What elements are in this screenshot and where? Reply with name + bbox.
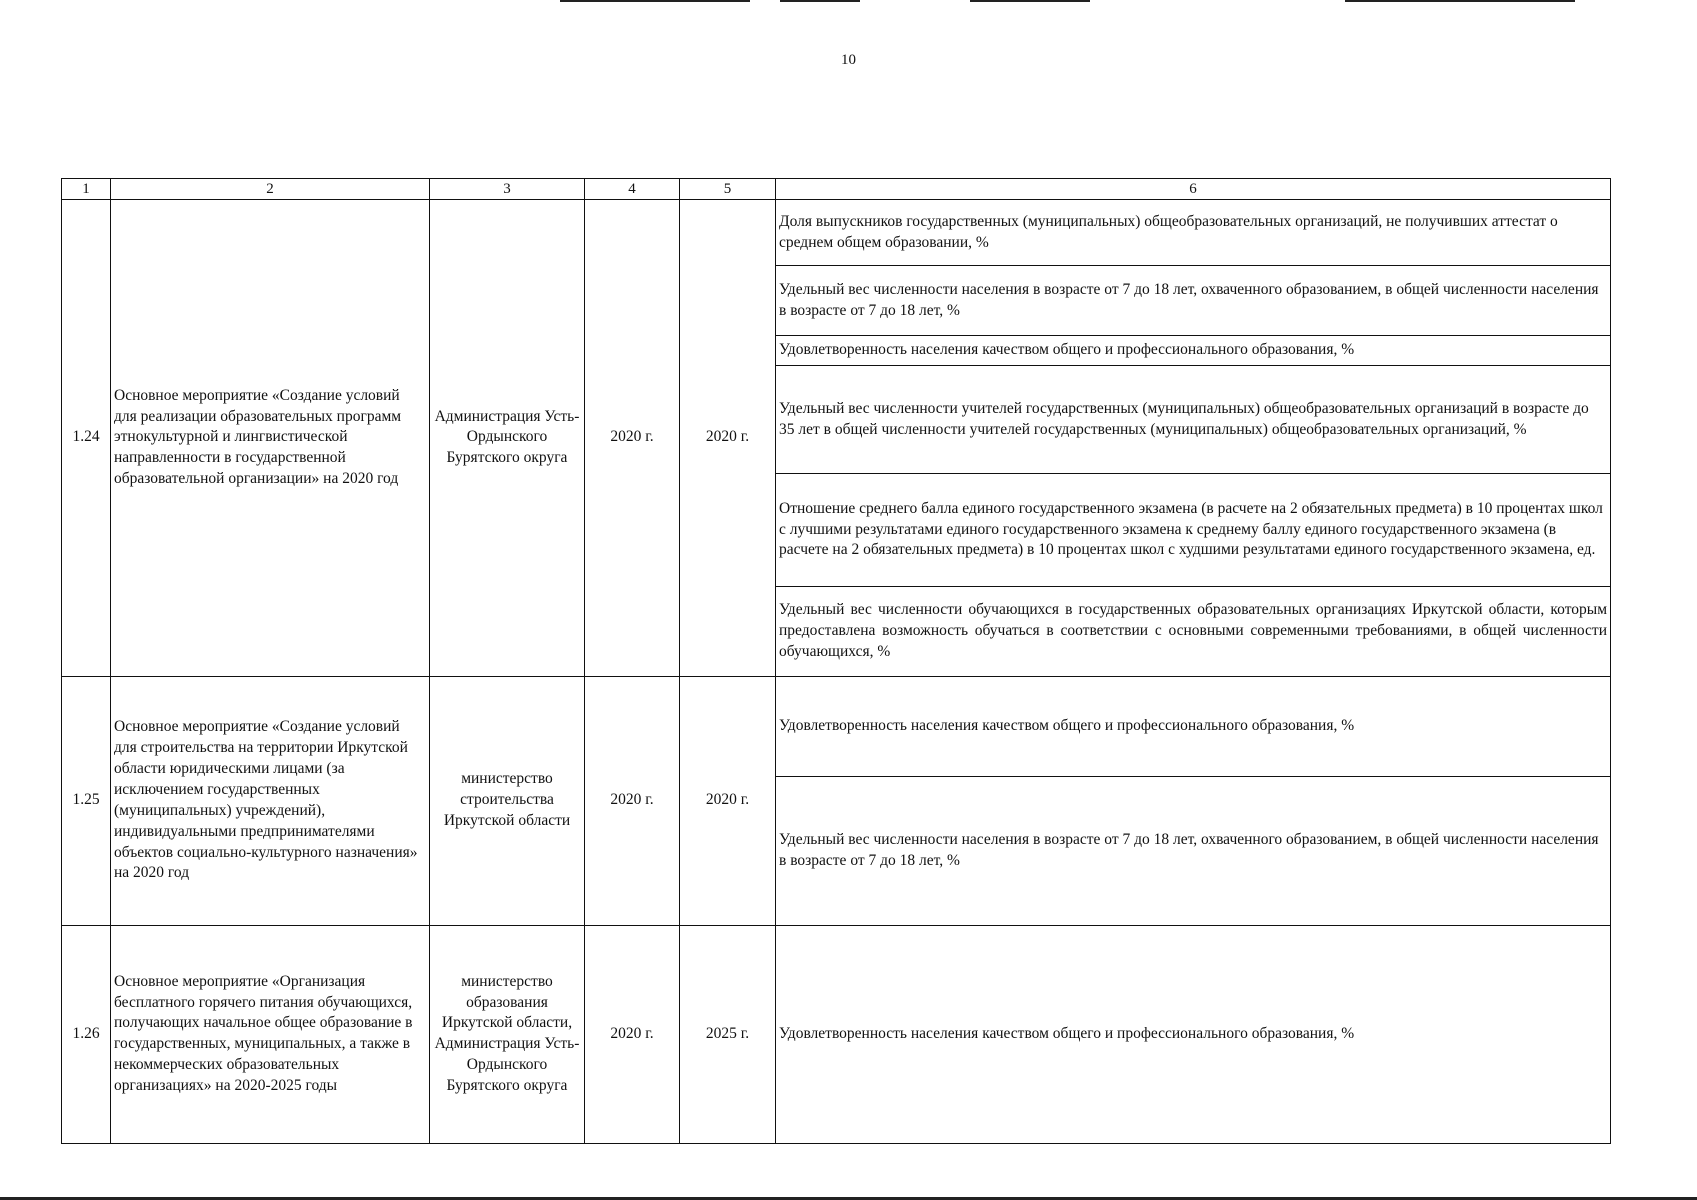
table-row [62,676,1611,776]
top-edge-line [970,0,1090,2]
event-name: Основное мероприятие «Создание условий для реализации образовательных программ этнокультурной и лингвистической направленности в государственной образовательной организации» на 2020 год [111,200,430,676]
top-edge-line [560,0,750,2]
table-row [62,925,1611,1143]
indicator: Удельный вес численности населения в возрасте от 7 до 18 лет, охваченного образованием, в общей численности населения в возрасте от 7 до 18 лет, % [776,266,1611,336]
start-year: 2020 г. [585,200,680,676]
indicator: Удовлетворенность населения качеством общего и профессионального образования, % [776,336,1611,366]
executor: министерство образования Иркутской области, Администрация Усть-Ордынского Бурятского округа [430,925,585,1143]
column-header: 4 [585,179,680,200]
end-year: 2025 г. [680,925,776,1143]
indicator: Удовлетворенность населения качеством общего и профессионального образования, % [776,676,1611,776]
table-row [62,200,1611,266]
row-number: 1.25 [62,676,111,925]
top-edge-line [780,0,860,2]
page-number: 10 [841,52,856,68]
end-year: 2020 г. [680,676,776,925]
row-number: 1.24 [62,200,111,676]
executor: Администрация Усть-Ордынского Бурятского округа [430,200,585,676]
column-number-row [62,179,1611,200]
start-year: 2020 г. [585,925,680,1143]
indicator: Удельный вес численности населения в возрасте от 7 до 18 лет, охваченного образованием, в общей численности населения в возрасте от 7 до 18 лет, % [776,776,1611,925]
measures-table [61,178,1611,1144]
indicator: Удовлетворенность населения качеством общего и профессионального образования, % [776,925,1611,1143]
row-number: 1.26 [62,925,111,1143]
executor: министерство строительства Иркутской области [430,676,585,925]
top-edge-line [1345,0,1575,2]
end-year: 2020 г. [680,200,776,676]
event-name: Основное мероприятие «Создание условий для строительства на территории Иркутской области юридическими лицами (за исключением государственных (муниципальных) учреждений), индивидуальными предпринимателями объектов социально-культурного назначения» на 2020 год [111,676,430,925]
column-header: 2 [111,179,430,200]
column-header: 1 [62,179,111,200]
column-header: 6 [776,179,1611,200]
column-header: 5 [680,179,776,200]
start-year: 2020 г. [585,676,680,925]
indicator: Удельный вес численности учителей государственных (муниципальных) общеобразовательных организаций в возрасте до 35 лет в общей численности учителей государственных (муниципальных) общеобразовательных организаций, % [776,366,1611,474]
indicator: Удельный вес численности обучающихся в государственных образовательных организациях Иркутской области, которым предоставлена возможность обучаться в соответствии с основными современными требованиями, в общей численности обучающихся, % [776,586,1611,676]
column-header: 3 [430,179,585,200]
event-name: Основное мероприятие «Организация бесплатного горячего питания обучающихся, получающих начальное общее образование в государственных, муниципальных, а также в некоммерческих образовательных организациях» на 2020-2025 годы [111,925,430,1143]
indicator: Отношение среднего балла единого государственного экзамена (в расчете на 2 обязательных предмета) в 10 процентах школ с лучшими результатами единого государственного экзамена к среднему баллу единого государственного экзамена (в расчете на 2 обязательных предмета) в 10 процентах школ с худшими результатами единого государственного экзамена, ед. [776,474,1611,586]
indicator: Доля выпускников государственных (муниципальных) общеобразовательных организаций, не получивших аттестат о среднем общем образовании, % [776,200,1611,266]
